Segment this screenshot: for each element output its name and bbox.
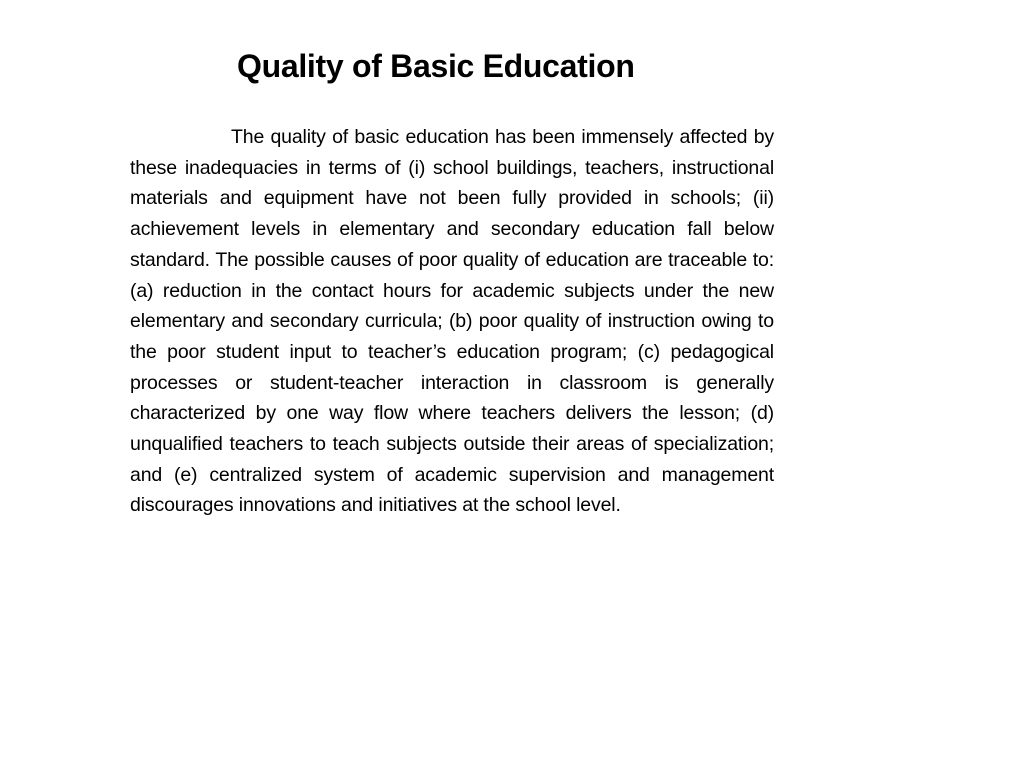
slide-body-paragraph: The quality of basic education has been immensely affected by these inadequacies in terms of (i) school buildings, teachers, instructional materials and equipment have not been fully provided in schools; (ii) achievement levels in elementary and secondary education fall below standard. The possible causes of poor quality of education are traceable to: (a) reduction in the contact hours for academic subjects under the new elementary and secondary curricula; (b) poor quality of instruction owing to the poor student input to teacher’s education program; (c) pedagogical processes or student-teacher interaction in classroom is generally characterized by one way flow where teachers delivers the lesson; (d) unqualified teachers to teach subjects outside their areas of specialization; and (e) centralized system of academic supervision and management discourages innovations and initiatives at the school level.	[130, 126, 774, 517]
slide-title: Quality of Basic Education	[237, 48, 635, 84]
